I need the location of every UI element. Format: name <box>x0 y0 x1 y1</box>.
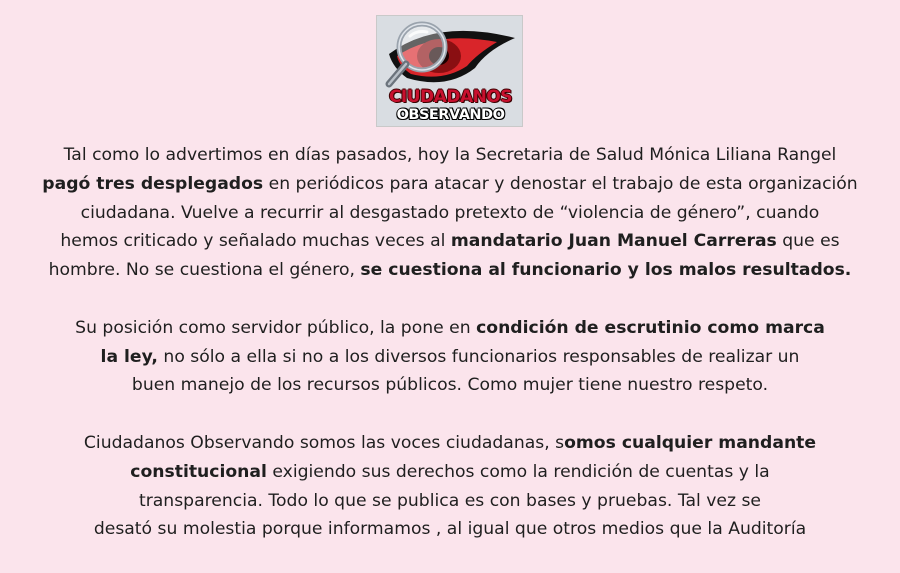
paragraph <box>0 429 900 544</box>
text-run: hombre. No se cuestiona el género, <box>48 260 361 281</box>
text-run: desató su molestia porque informamos , al igual que otros medios que la Auditoría <box>93 519 807 540</box>
logo-word-ciudadanos: CIUDADANOS <box>388 87 513 107</box>
text-line <box>0 487 900 516</box>
text-line <box>0 429 900 458</box>
text-run: que es <box>776 231 840 252</box>
text-line <box>0 256 900 285</box>
text-line <box>0 170 900 199</box>
text-line <box>0 141 900 170</box>
text-run: Su posición como servidor público, la pone en <box>75 317 477 338</box>
text-line <box>0 371 900 400</box>
article-body <box>0 141 900 573</box>
text-run: no sólo a ella si no a los diversos funcionarios responsables de realizar un <box>157 346 800 367</box>
text-run: buen manejo de los recursos públicos. Como mujer tiene nuestro respeto. <box>131 375 769 396</box>
text-run: en periódicos para atacar y denostar el trabajo de esta organización <box>263 173 858 194</box>
bold-text-run: pagó tres desplegados <box>42 173 264 194</box>
text-run: transparencia. Todo lo que se publica es con bases y pruebas. Tal vez se <box>138 490 762 511</box>
paragraph <box>0 141 900 285</box>
text-line <box>0 343 900 372</box>
text-line <box>0 515 900 544</box>
text-line <box>0 227 900 256</box>
text-line <box>0 199 900 228</box>
text-line <box>0 314 900 343</box>
bold-text-run: omos cualquier mandante <box>564 432 817 453</box>
ciudadanos-observando-logo <box>376 15 523 127</box>
text-line <box>0 458 900 487</box>
bold-text-run: condición de escrutinio como marca <box>476 317 825 338</box>
bold-text-run: se cuestiona al funcionario y los malos resultados. <box>360 260 852 281</box>
text-run: hemos criticado y señalado muchas veces al <box>60 231 451 252</box>
text-run: Tal como lo advertimos en días pasados, hoy la Secretaria de Salud Mónica Liliana Rangel <box>63 145 837 165</box>
bold-text-run: la ley, <box>100 346 158 367</box>
bold-text-run: constitucional <box>130 461 267 482</box>
logo-word-observando: OBSERVANDO <box>396 107 505 123</box>
text-run: Ciudadanos Observando somos las voces ciudadanas, s <box>83 432 565 453</box>
paragraph <box>0 314 900 400</box>
text-run: ciudadana. Vuelve a recurrir al desgastado pretexto de “violencia de género”, cuando <box>80 202 820 223</box>
text-run: exigiendo sus derechos como la rendición de cuentas y la <box>266 461 770 482</box>
bold-text-run: mandatario Juan Manuel Carreras <box>450 231 777 252</box>
